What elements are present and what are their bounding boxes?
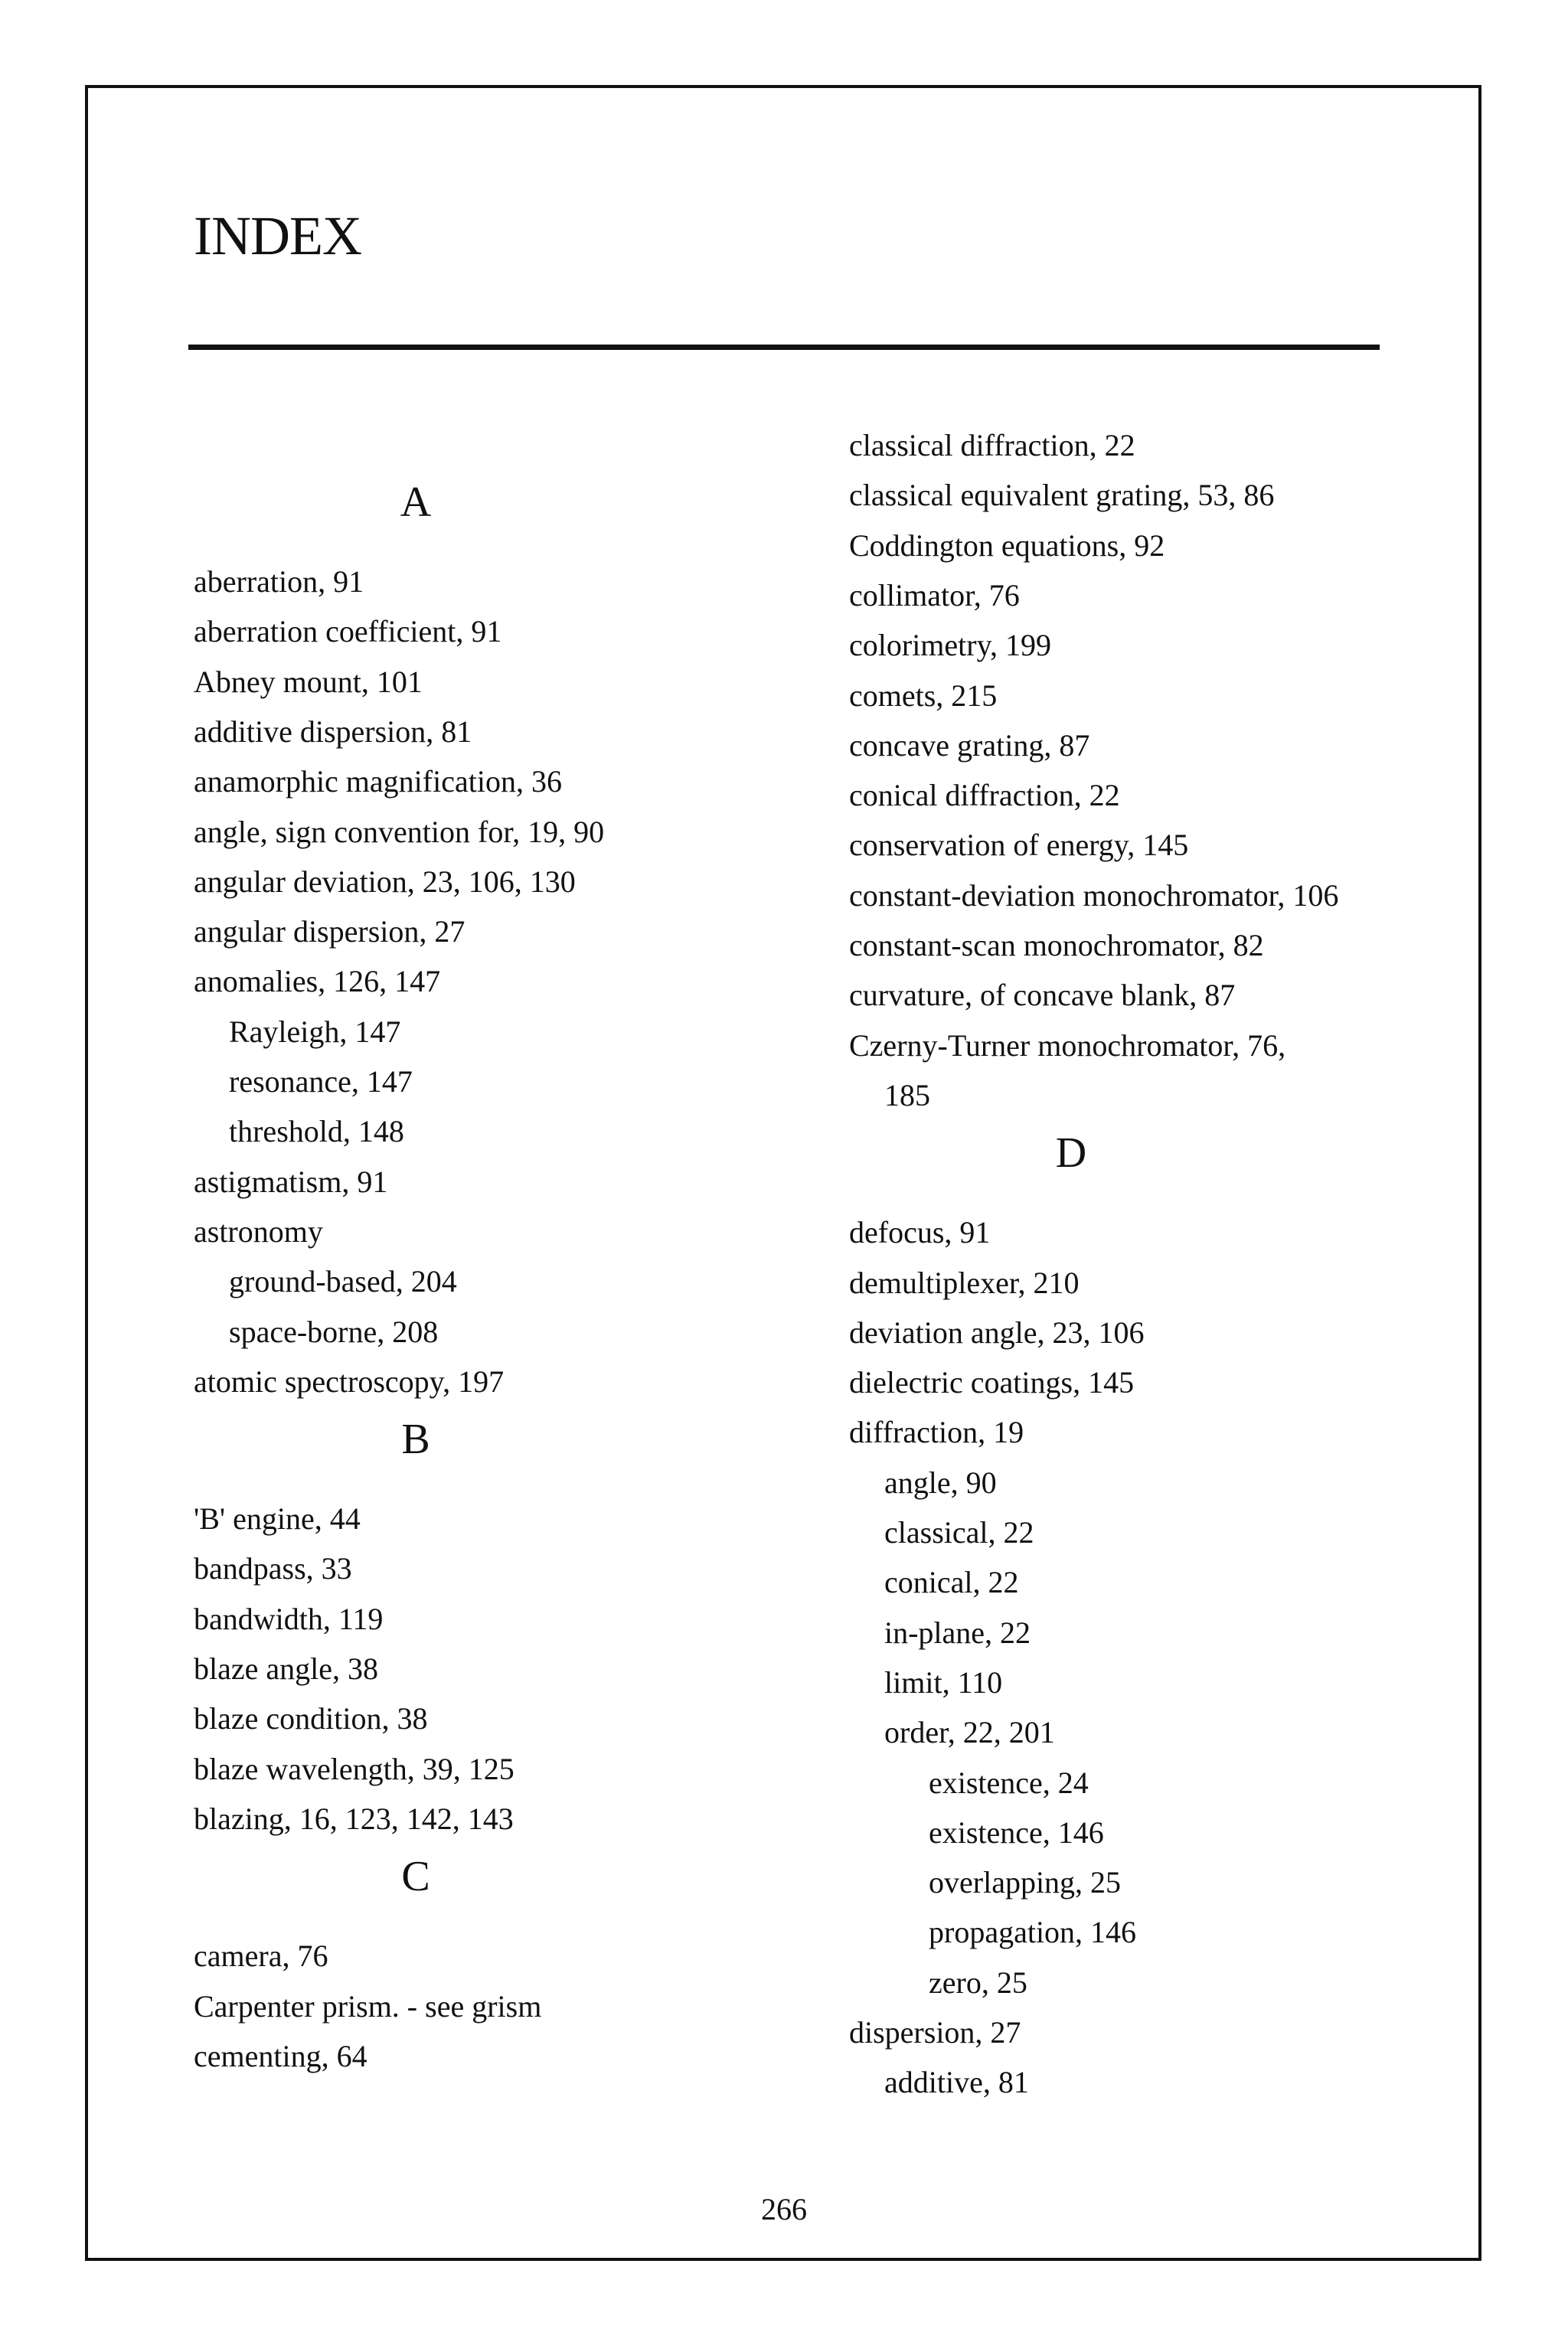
index-subentry: order, 22, 201 (884, 1715, 1055, 1750)
index-subentry: propagation, 146 (929, 1915, 1137, 1950)
index-subentry: existence, 24 (929, 1765, 1089, 1800)
index-entry: conservation of energy, 145 (849, 828, 1189, 863)
index-entry: astigmatism, 91 (194, 1164, 388, 1199)
index-entry: comets, 215 (849, 678, 998, 713)
index-subentry: in-plane, 22 (884, 1615, 1031, 1650)
index-entry: conical diffraction, 22 (849, 778, 1120, 813)
index-entry: constant-scan monochromator, 82 (849, 928, 1264, 962)
index-subentry: space-borne, 208 (229, 1314, 439, 1349)
index-entry: blaze angle, 38 (194, 1651, 378, 1686)
index-entry: bandwidth, 119 (194, 1601, 384, 1636)
index-entry: angular deviation, 23, 106, 130 (194, 864, 576, 899)
index-entry: defocus, 91 (849, 1215, 991, 1250)
index-entry: blazing, 16, 123, 142, 143 (194, 1801, 514, 1836)
index-subentry: threshold, 148 (229, 1114, 404, 1149)
index-entry: additive dispersion, 81 (194, 714, 472, 749)
index-entry: deviation angle, 23, 106 (849, 1315, 1145, 1350)
index-subentry: angle, 90 (884, 1465, 997, 1500)
index-subentry: ground-based, 204 (229, 1264, 457, 1299)
section-letter: B (401, 1416, 430, 1464)
index-entry: anomalies, 126, 147 (194, 964, 441, 999)
index-entry: curvature, of concave blank, 87 (849, 978, 1236, 1013)
index-entry: angle, sign convention for, 19, 90 (194, 814, 605, 849)
index-subentry: resonance, 147 (229, 1064, 413, 1099)
section-letter: A (400, 479, 432, 526)
section-letter: D (1055, 1129, 1087, 1178)
title-rule (188, 345, 1380, 350)
index-subentry: overlapping, 25 (929, 1865, 1122, 1900)
index-entry: camera, 76 (194, 1939, 328, 1974)
page-number: 266 (761, 2192, 807, 2226)
index-entry: diffraction, 19 (849, 1415, 1024, 1450)
index-subentry: classical, 22 (884, 1515, 1034, 1550)
index-entry: anamorphic magnification, 36 (194, 764, 562, 799)
page-title: INDEX (194, 205, 361, 266)
index-entry: blaze condition, 38 (194, 1701, 428, 1736)
index-entry: aberration, 91 (194, 564, 364, 599)
index-subentry: 185 (884, 1077, 930, 1112)
index-entry: classical diffraction, 22 (849, 428, 1135, 462)
index-entry: Carpenter prism. - see grism (194, 1988, 542, 2024)
index-subentry: limit, 110 (884, 1664, 1003, 1700)
index-entry: 'B' engine, 44 (194, 1501, 361, 1537)
index-entry: Czerny-Turner monochromator, 76, (849, 1027, 1286, 1063)
index-entry: dispersion, 27 (849, 2015, 1021, 2050)
index-entry: constant-deviation monochromator, 106 (849, 877, 1339, 913)
index-entry: collimator, 76 (849, 577, 1020, 612)
index-entry: dielectric coatings, 145 (849, 1365, 1135, 1400)
index-entry: Coddington equations, 92 (849, 528, 1165, 563)
index-subentry: conical, 22 (884, 1565, 1019, 1600)
section-letter: C (401, 1853, 430, 1901)
index-subentry: zero, 25 (929, 1965, 1027, 2000)
index-entry: concave grating, 87 (849, 727, 1090, 763)
index-entry: blaze wavelength, 39, 125 (194, 1751, 514, 1786)
index-subentry: Rayleigh, 147 (229, 1014, 401, 1049)
index-entry: demultiplexer, 210 (849, 1265, 1080, 1300)
index-subentry: additive, 81 (884, 2065, 1029, 2100)
index-entry: angular dispersion, 27 (194, 914, 466, 949)
index-subentry: existence, 146 (929, 1815, 1104, 1850)
index-entry: colorimetry, 199 (849, 628, 1052, 663)
index-entry: atomic spectroscopy, 197 (194, 1364, 505, 1399)
index-entry: bandpass, 33 (194, 1551, 352, 1586)
index-entry: cementing, 64 (194, 2038, 368, 2073)
index-entry: aberration coefficient, 91 (194, 614, 502, 649)
index-entry: Abney mount, 101 (194, 664, 423, 699)
index-entry: astronomy (194, 1214, 323, 1249)
index-entry: classical equivalent grating, 53, 86 (849, 478, 1275, 513)
